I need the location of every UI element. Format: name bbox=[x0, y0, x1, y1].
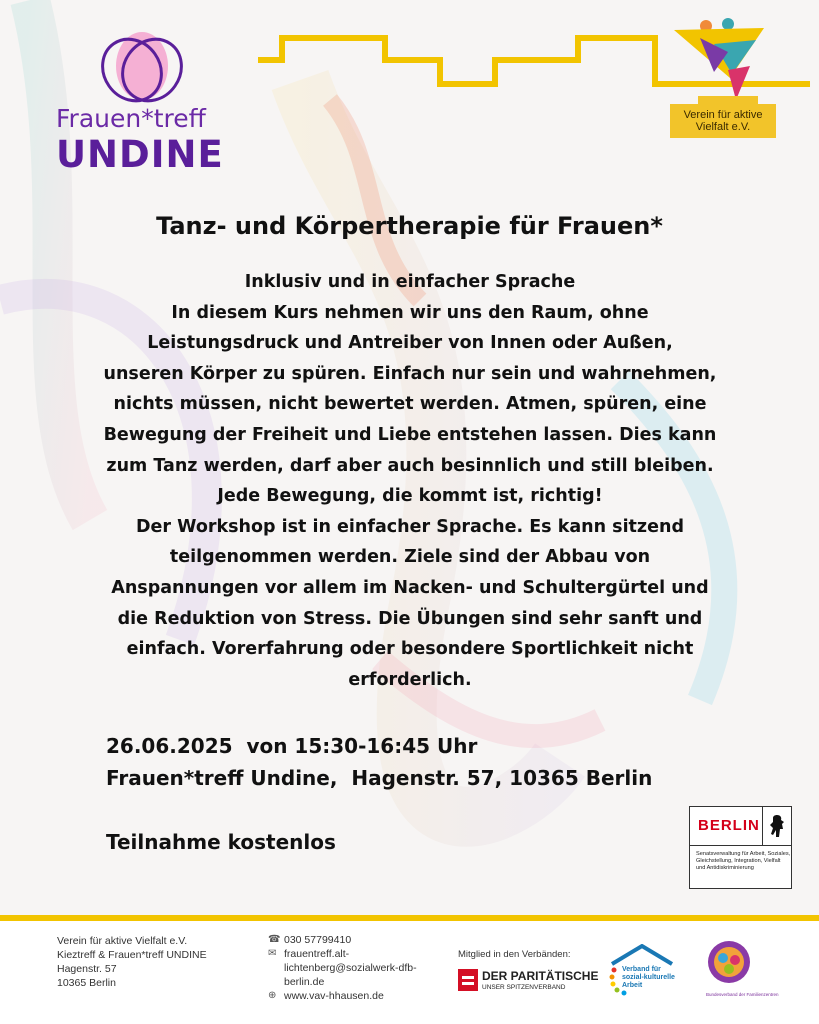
description-line: erforderlich. bbox=[348, 669, 472, 690]
email-address[interactable]: frauentreff.alt- lichtenberg@sozialwerk-dfb- berlin.de bbox=[284, 948, 417, 988]
phone-number[interactable]: 030 57799410 bbox=[284, 934, 352, 946]
description-line: In diesem Kurs nehmen wir uns den Raum, ohne bbox=[171, 302, 649, 323]
berlin-logo-word: BERLIN bbox=[698, 817, 760, 834]
footer-contact bbox=[268, 933, 417, 1003]
undine-logo-line2: UNDINE bbox=[56, 133, 224, 176]
address-line: Hagenstr. 57 bbox=[57, 963, 117, 975]
description-line: Bewegung der Freiheit und Liebe entstehen lassen. Dies kann bbox=[103, 424, 717, 445]
description-line: die Reduktion von Stress. Die Übungen sind sehr sanft und bbox=[117, 608, 703, 629]
description-line: Jede Bewegung, die kommt ist, richtig! bbox=[217, 486, 603, 507]
berlin-logo-subtitle: Senatsverwaltung für Arbeit, Soziales, Gleichstellung, Integration, Vielfalt und Antidiskriminierung bbox=[696, 851, 791, 871]
description bbox=[75, 267, 745, 695]
event-fee: Teilnahme kostenlos bbox=[106, 830, 336, 854]
website-link[interactable]: www.vav-hhausen.de bbox=[284, 990, 384, 1002]
description-line: Inklusiv und in einfacher Sprache bbox=[244, 272, 576, 292]
description-line: zum Tanz werden, darf aber auch besinnlich und still bleiben. bbox=[106, 455, 714, 476]
berlin-bear-icon bbox=[768, 813, 786, 839]
description-line: Anspannungen vor allem im Nacken- und Schultergürtel und bbox=[111, 577, 709, 598]
vsk-logo: Verband für sozial-kulturelle Arbeit bbox=[606, 944, 678, 996]
vav-logo-icon bbox=[670, 16, 776, 108]
globe-icon: ⊕ bbox=[268, 990, 277, 1001]
email-icon: ✉ bbox=[268, 948, 277, 959]
page-title: Tanz- und Körpertherapie für Frauen* bbox=[156, 212, 663, 240]
paritaetische-mark-icon bbox=[458, 969, 478, 991]
phone-icon: ☎ bbox=[268, 934, 281, 945]
description-line: Der Workshop ist in einfacher Sprache. Es kann sitzend bbox=[136, 516, 684, 537]
description-line: einfach. Vorerfahrung oder besondere Sportlichkeit nicht bbox=[126, 639, 694, 660]
address-line: Kieztreff & Frauen*treff UNDINE bbox=[57, 949, 207, 961]
vav-logo-label: Verein für aktive Vielfalt e.V. bbox=[670, 104, 776, 138]
undine-logo-line1: Frauen*treff bbox=[56, 104, 206, 133]
bundesverband-label: Bundesverband der Familienzentren bbox=[706, 992, 779, 997]
berlin-senate-logo bbox=[689, 806, 792, 889]
members-label: Mitglied in den Verbänden: bbox=[458, 949, 571, 960]
description-line: unseren Körper zu spüren. Einfach nur sein und wahrnehmen, bbox=[103, 363, 717, 384]
description-line: teilgenommen werden. Ziele sind der Abbau von bbox=[169, 547, 651, 568]
description-line: Leistungsdruck und Antreiber von Innen oder Außen, bbox=[147, 333, 673, 354]
description-line: nichts müssen, nicht bewertet werden. Atmen, spüren, eine bbox=[113, 394, 707, 415]
address-line: 10365 Berlin bbox=[57, 977, 116, 989]
event-location: Frauen*treff Undine, Hagenstr. 57, 10365 Berlin bbox=[106, 766, 653, 790]
event-datetime: 26.06.2025 von 15:30-16:45 Uhr bbox=[106, 734, 478, 758]
footer-address bbox=[57, 934, 207, 990]
paritaetische-logo: DER PARITÄTISCHE UNSER SPITZENVERBAND bbox=[458, 967, 598, 995]
address-line: Verein für aktive Vielfalt e.V. bbox=[57, 935, 188, 947]
bundesverband-familienzentren-logo-icon bbox=[706, 940, 752, 1000]
